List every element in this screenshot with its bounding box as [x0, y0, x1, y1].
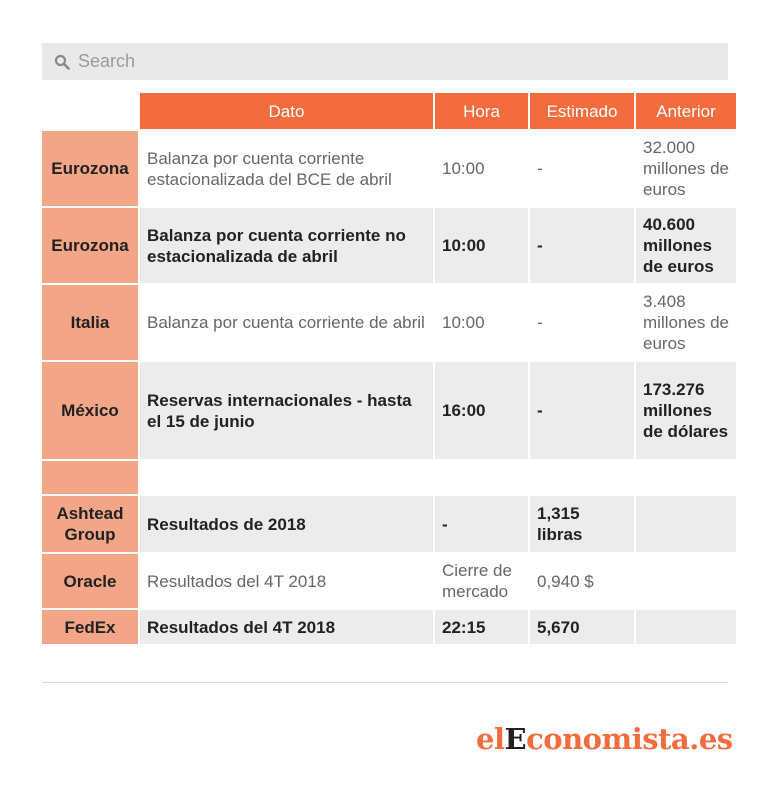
cell-anterior: 173.276 millones de dólares — [636, 362, 736, 459]
cell-dato: Balanza por cuenta corriente estacionalizada del BCE de abril — [140, 131, 433, 206]
table-row — [42, 131, 736, 206]
data-table — [40, 91, 738, 646]
logo-part-conomista: conomista.es — [526, 722, 733, 756]
column-header-anterior: Anterior — [636, 93, 736, 129]
cell-estimado: 1,315 libras — [530, 496, 634, 552]
row-label: Eurozona — [42, 131, 138, 206]
row-label: Ashtead Group — [42, 496, 138, 552]
cell-hora: 10:00 — [435, 285, 528, 360]
cell-dato: Balanza por cuenta corriente de abril — [140, 285, 433, 360]
cell-dato: Resultados del 4T 2018 — [140, 610, 433, 644]
cell-estimado — [530, 461, 634, 494]
cell-hora: - — [435, 496, 528, 552]
cell-anterior: 32.000 millones de euros — [636, 131, 736, 206]
cell-dato — [140, 461, 433, 494]
cell-hora: 10:00 — [435, 131, 528, 206]
row-label: México — [42, 362, 138, 459]
column-header-dato: Dato — [140, 93, 433, 129]
cell-estimado: - — [530, 208, 634, 283]
cell-estimado: - — [530, 131, 634, 206]
header-blank — [42, 93, 138, 129]
search-icon — [54, 54, 70, 70]
cell-hora: Cierre de mercado — [435, 554, 528, 608]
row-label — [42, 461, 138, 494]
column-header-hora: Hora — [435, 93, 528, 129]
footer-divider — [42, 682, 728, 683]
cell-anterior — [636, 461, 736, 494]
cell-dato: Reservas internacionales - hasta el 15 de junio — [140, 362, 433, 459]
cell-estimado: - — [530, 285, 634, 360]
cell-anterior — [636, 610, 736, 644]
table-row — [42, 496, 736, 552]
logo-part-el: el — [476, 722, 505, 756]
cell-estimado: 0,940 $ — [530, 554, 634, 608]
eleconomista-logo[interactable] — [476, 722, 733, 758]
row-label: Italia — [42, 285, 138, 360]
cell-hora: 10:00 — [435, 208, 528, 283]
cell-anterior — [636, 496, 736, 552]
cell-anterior: 3.408 millones de euros — [636, 285, 736, 360]
table-row — [42, 285, 736, 360]
cell-hora — [435, 461, 528, 494]
table-row — [42, 362, 736, 459]
cell-estimado: - — [530, 362, 634, 459]
table-row — [42, 208, 736, 283]
search-bar[interactable] — [42, 43, 728, 80]
row-label: Eurozona — [42, 208, 138, 283]
table-row — [42, 610, 736, 644]
cell-dato: Balanza por cuenta corriente no estacionalizada de abril — [140, 208, 433, 283]
column-header-estimado: Estimado — [530, 93, 634, 129]
table-header-row — [42, 93, 736, 129]
cell-dato: Resultados del 4T 2018 — [140, 554, 433, 608]
search-input[interactable] — [78, 51, 728, 72]
logo-part-e: E — [504, 722, 527, 756]
row-label: Oracle — [42, 554, 138, 608]
cell-anterior — [636, 554, 736, 608]
table-row — [42, 554, 736, 608]
table-row — [42, 461, 736, 494]
cell-hora: 22:15 — [435, 610, 528, 644]
cell-anterior: 40.600 millones de euros — [636, 208, 736, 283]
cell-hora: 16:00 — [435, 362, 528, 459]
row-label: FedEx — [42, 610, 138, 644]
cell-dato: Resultados de 2018 — [140, 496, 433, 552]
cell-estimado: 5,670 — [530, 610, 634, 644]
